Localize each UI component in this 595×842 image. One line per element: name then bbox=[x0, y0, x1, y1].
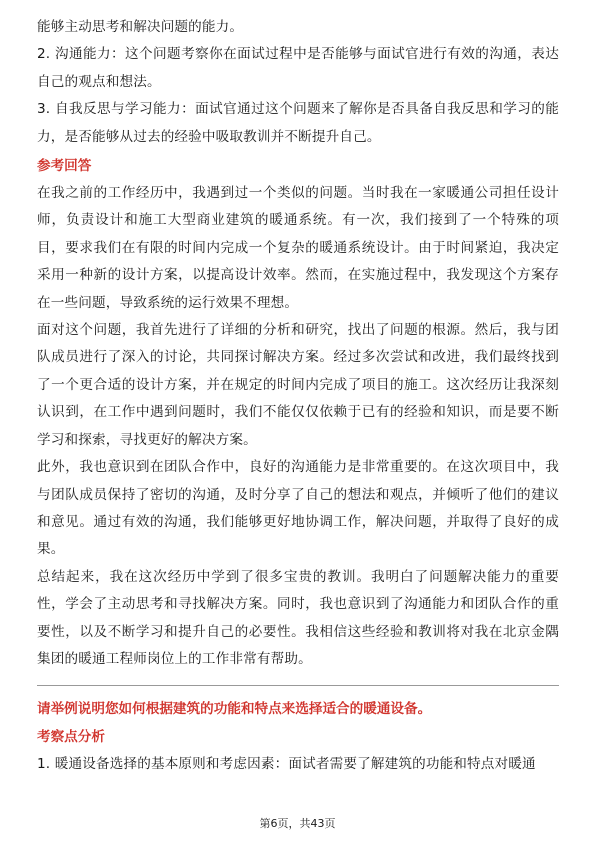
answer-paragraph: 面对这个问题，我首先进行了详细的分析和研究，找出了问题的根源。然后，我与团队成员进行了深入的讨论，共同探讨解决方案。经过多次尝试和改进，我们最终找到了一个更合适的设计方案，并在规定的时间内完成了项目的施工。这次经历让我深刻认识到，在工作中遇到问题时，我们不能仅仅依赖于已有的经验和知识，而是要不断学习和探索，寻找更好的解决方案。 bbox=[37, 322, 559, 448]
answer-paragraph: 此外，我也意识到在团队合作中，良好的沟通能力是非常重要的。在这次项目中，我与团队成员保持了密切的沟通，及时分享了自己的想法和观点，并倾听了他们的建议和意见。通过有效的沟通，我们能够更好地协调工作，解决问题，并取得了良好的成果。 bbox=[37, 459, 559, 558]
next-question-title: 请举例说明您如何根据建筑的功能和特点来选择适合的暖通设备。 bbox=[37, 701, 432, 718]
answer-heading: 参考回答 bbox=[37, 158, 92, 175]
intro-continuation: 能够主动思考和解决问题的能力。 bbox=[37, 19, 244, 35]
point-communication: 2. 沟通能力：这个问题考察你在面试过程中是否能够与面试官进行有效的沟通，表达自己的观点和想法。 bbox=[37, 46, 559, 90]
section-divider bbox=[37, 685, 559, 686]
answer-paragraph: 总结起来，我在这次经历中学到了很多宝贵的教训。我明白了问题解决能力的重要性，学会了主动思考和寻找解决方案。同时，我也意识到了沟通能力和团队合作的重要性，以及不断学习和提升自己的必要性。我相信这些经验和教训将对我在北京金隅集团的暖通工程师岗位上的工作非常有帮助。 bbox=[37, 568, 559, 667]
analysis-point: 1. 暖通设备选择的基本原则和考虑因素：面试者需要了解建筑的功能和特点对暖通 bbox=[37, 756, 536, 773]
point-self-reflection: 3. 自我反思与学习能力：面试官通过这个问题来了解你是否具备自我反思和学习的能力，是否能够从过去的经验中吸取教训并不断提升自己。 bbox=[37, 101, 559, 145]
page-footer: 第6页，共43页 bbox=[259, 817, 336, 830]
answer-paragraph: 在我之前的工作经历中，我遇到过一个类似的问题。当时我在一家暖通公司担任设计师，负责设计和施工大型商业建筑的暖通系统。有一次，我们接到了一个特殊的项目，要求我们在有限的时间内完成一个复杂的暖通系统设计。由于时间紧迫，我决定采用一种新的设计方案，以提高设计效率。然而，在实施过程中，我发现这个方案存在一些问题，导致系统的运行效果不理想。 bbox=[37, 185, 559, 311]
document-page bbox=[37, 14, 559, 779]
analysis-heading: 考察点分析 bbox=[37, 729, 105, 746]
